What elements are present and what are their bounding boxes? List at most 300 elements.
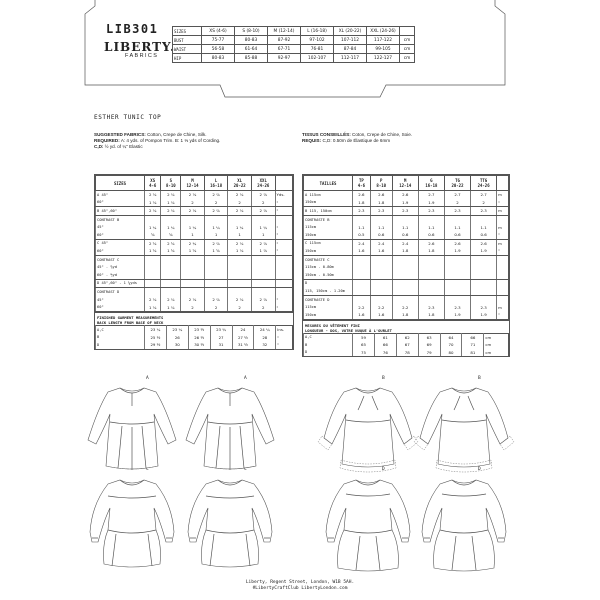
finished-cell: 30 xyxy=(166,341,188,349)
finished-row xyxy=(96,325,293,333)
size-chart-cell: XXL (24-26) xyxy=(367,27,400,36)
size-chart-cell: 97-102 xyxy=(301,36,334,45)
yardage-row xyxy=(304,223,509,231)
yardage-cell xyxy=(370,255,392,263)
yardage-cell: 0.6 xyxy=(370,231,392,239)
yardage-cell xyxy=(392,215,418,223)
yardage-cell: " xyxy=(275,199,292,207)
yardage-cell: 0.6 xyxy=(392,231,418,239)
yardage-cell xyxy=(444,295,470,303)
finished-title-fr: MESURES DU VÊTEMENT FINI xyxy=(305,322,360,328)
size-chart-cell: 92-97 xyxy=(268,54,301,63)
yardage-cell: 2 ⅞ xyxy=(251,239,275,247)
yardage-cell: 1 xyxy=(181,231,205,239)
yardage-cell: 2.3 xyxy=(444,207,470,216)
yardage-cell xyxy=(418,295,444,303)
finished-cell: 76 xyxy=(374,349,396,357)
yardage-cell xyxy=(275,288,292,296)
yardage-cell xyxy=(353,295,371,303)
yardage-cell: " xyxy=(275,223,292,231)
yardage-cell xyxy=(444,255,470,263)
yardage-row xyxy=(96,215,293,223)
yardage-cell: " xyxy=(275,296,292,304)
yardage-row-label: 45" xyxy=(96,296,145,304)
sketch-label: D xyxy=(382,467,385,472)
sketch-view-d-front xyxy=(326,480,410,571)
finished-row-label: A,C xyxy=(96,325,145,333)
yardage-cell: 2 xyxy=(181,303,205,311)
yardage-row-label: 60" xyxy=(96,303,145,311)
finished-row-label: A,C xyxy=(304,333,353,341)
yardage-cell: 2 ⅞ xyxy=(145,296,161,304)
yardage-cell xyxy=(353,279,371,287)
yardage-cell xyxy=(181,288,205,296)
finished-cell: 70 xyxy=(440,341,462,349)
size-chart-row xyxy=(173,54,415,63)
yardage-row xyxy=(304,247,509,255)
yardage-cell xyxy=(471,295,497,303)
yardage-header: P 8-10 xyxy=(370,176,392,191)
finished-row xyxy=(96,341,293,349)
sketch-view-b-front xyxy=(318,388,418,472)
yardage-cell: 2.3 xyxy=(353,207,371,216)
yardage-cell: 2.4 xyxy=(353,239,371,247)
size-chart-unit: cm xyxy=(400,54,415,63)
yardage-cell xyxy=(471,279,497,287)
size-chart-unit xyxy=(400,27,415,36)
size-chart-cell: 56-58 xyxy=(202,45,235,54)
yardage-cell: 2.3 xyxy=(471,207,497,216)
yardage-cell xyxy=(353,263,371,271)
yardage-row xyxy=(304,263,509,271)
yardage-cell xyxy=(497,255,509,263)
yardage-cell xyxy=(370,279,392,287)
yardage-row-label: 150cm xyxy=(304,231,353,239)
yardage-cell: 2.7 xyxy=(418,191,444,199)
yardage-row xyxy=(304,207,509,216)
yardage-cell: 2.2 xyxy=(392,303,418,311)
yardage-cell xyxy=(161,279,181,288)
yardage-row xyxy=(304,239,509,247)
yardage-row-label: 60" xyxy=(96,247,145,255)
size-chart-cell: 117-122 xyxy=(367,36,400,45)
yardage-cell xyxy=(497,215,509,223)
yardage-row-label: C 45" xyxy=(96,239,145,247)
yardage-cell: 1 ⅝ xyxy=(204,247,228,255)
finished-row-label: D xyxy=(96,341,145,349)
yardage-row xyxy=(96,199,293,207)
cd-label-en: C,D: xyxy=(94,144,104,149)
finished-cell: 26 xyxy=(166,334,188,342)
yardage-row-label: A 115cm xyxy=(304,191,353,199)
yardage-cell: 2.3 xyxy=(418,303,444,311)
yardage-cell: " xyxy=(275,207,292,216)
yardage-cell: 2 xyxy=(444,199,470,207)
size-chart-cell: 99-105 xyxy=(367,45,400,54)
yardage-header: G 16-18 xyxy=(418,176,444,191)
yardage-row xyxy=(96,288,293,296)
yardage-cell: 1.1 xyxy=(392,223,418,231)
yardage-cell: 1 ¼ xyxy=(251,223,275,231)
yardage-cell: 2.6 xyxy=(418,239,444,247)
yardage-cell xyxy=(370,295,392,303)
footer-address: Liberty, Regent Street, London, W1B 5AH. xyxy=(245,580,355,585)
yardage-header xyxy=(497,176,509,191)
yardage-cell: 2 xyxy=(251,199,275,207)
yardage-cell xyxy=(251,271,275,279)
finished-cell: 59 xyxy=(353,333,375,341)
yardage-cell: 2 xyxy=(228,303,252,311)
yardage-cell xyxy=(145,288,161,296)
yardage-cell: 2 xyxy=(228,199,252,207)
cd-value-en: ½ yd. of ¼" Elastic xyxy=(104,144,143,149)
sketch-label: C xyxy=(146,467,149,472)
yardage-cell: 1.1 xyxy=(370,223,392,231)
required-label-en: REQUIRED: xyxy=(94,138,120,143)
fabrics-info-en xyxy=(94,132,220,150)
finished-cell: cm xyxy=(484,333,509,341)
yardage-cell xyxy=(181,255,205,263)
yardage-cell: m xyxy=(497,191,509,199)
yardage-row-label: CONTRASTE C xyxy=(304,255,353,263)
yardage-cell xyxy=(204,271,228,279)
yardage-cell: 1.6 xyxy=(370,247,392,255)
yardage-cell: 1.8 xyxy=(418,247,444,255)
yardage-row-label: 150cm xyxy=(304,247,353,255)
sketch-view-a-back xyxy=(186,388,274,470)
yardage-cell xyxy=(392,255,418,263)
yardage-cell xyxy=(370,215,392,223)
yardage-cell: 2.2 xyxy=(370,303,392,311)
yardage-row-label: 115cm - 0.80m xyxy=(304,263,353,271)
yardage-header: TG 20-22 xyxy=(444,176,470,191)
size-chart-cell: 107-112 xyxy=(334,36,367,45)
finished-cell: 65 xyxy=(353,341,375,349)
finished-cell: cm xyxy=(484,341,509,349)
yardage-cell: 2 xyxy=(204,199,228,207)
yardage-cell xyxy=(392,271,418,279)
sketch-label: D xyxy=(478,467,481,472)
size-chart-cell: 87-92 xyxy=(268,36,301,45)
yardage-cell xyxy=(181,271,205,279)
yardage-cell: 1.1 xyxy=(471,223,497,231)
yardage-cell: " xyxy=(275,231,292,239)
yardage-row-label: 45" xyxy=(96,223,145,231)
yardage-cell xyxy=(392,263,418,271)
yardage-cell: 2.6 xyxy=(370,191,392,199)
suggested-label-fr: TISSUS CONSEILLÉS: xyxy=(302,132,351,137)
yardage-row xyxy=(96,247,293,255)
finished-cell: 32 xyxy=(254,341,276,349)
yardage-cell: 2 ⅞ xyxy=(228,207,252,216)
yardage-row xyxy=(304,303,509,311)
yardage-cell: 1.9 xyxy=(471,311,497,319)
footer-social: #LibertyCraftClub LibertyLondon.com xyxy=(252,586,348,591)
yardage-cell: 2.4 xyxy=(370,239,392,247)
yardage-row-label: 60" - ½yd xyxy=(96,271,145,279)
finished-row xyxy=(96,334,293,342)
yardage-cell xyxy=(228,271,252,279)
size-chart-row xyxy=(173,36,415,45)
yardage-cell xyxy=(497,287,509,295)
sketch-view-c-back xyxy=(188,480,272,567)
yardage-cell: 2 ⅞ xyxy=(228,296,252,304)
yardage-row-label: 115cm xyxy=(304,303,353,311)
yardage-cell: 2.6 xyxy=(444,239,470,247)
yardage-row xyxy=(96,255,293,263)
yardage-cell xyxy=(497,271,509,279)
yardage-cell: " xyxy=(497,199,509,207)
finished-cell: 75 xyxy=(353,349,375,357)
yardage-cell: m xyxy=(497,303,509,311)
yardage-cell: Yds. xyxy=(275,191,292,199)
yardage-cell xyxy=(251,279,275,288)
size-chart-row-label: WAIST xyxy=(173,45,202,54)
yardage-cell xyxy=(471,287,497,295)
size-chart-cell: M (12-14) xyxy=(268,27,301,36)
yardage-cell: 2 xyxy=(471,199,497,207)
size-chart xyxy=(172,26,415,63)
yardage-cell xyxy=(471,263,497,271)
finished-cell: 81 xyxy=(462,349,484,357)
yardage-cell: 1 ⅞ xyxy=(145,199,161,207)
yardage-cell: 2.7 xyxy=(471,191,497,199)
yardage-row xyxy=(304,199,509,207)
finished-cell: 66 xyxy=(374,341,396,349)
yardage-cell: 2 ¾ xyxy=(181,239,205,247)
size-chart-cell: 112-117 xyxy=(334,54,367,63)
yardage-row xyxy=(304,279,509,287)
yardage-row-label: CONTRAST D xyxy=(96,288,145,296)
yardage-cell: 2.3 xyxy=(418,207,444,216)
yardage-cell xyxy=(497,263,509,271)
sketch-label: A xyxy=(244,376,247,381)
yardage-cell xyxy=(444,215,470,223)
yardage-cell: 1.1 xyxy=(353,223,371,231)
yardage-cell: 1 ¼ xyxy=(161,223,181,231)
yardage-cell: 2.6 xyxy=(471,239,497,247)
yardage-row xyxy=(96,263,293,271)
yardage-cell xyxy=(353,215,371,223)
size-chart-cell: 80-83 xyxy=(235,36,268,45)
finished-cell: 69 xyxy=(418,341,440,349)
yardage-row-label: CONTRAST C xyxy=(96,255,145,263)
yardage-cell: 1 xyxy=(204,231,228,239)
yardage-cell xyxy=(418,215,444,223)
yardage-cell xyxy=(228,255,252,263)
yardage-cell xyxy=(161,263,181,271)
size-chart-row-label: HIP xyxy=(173,54,202,63)
yardage-cell: m xyxy=(497,207,509,216)
yardage-row xyxy=(96,231,293,239)
yardage-header: SIZES xyxy=(96,176,145,191)
yardage-cell: 2 ⅞ xyxy=(228,191,252,199)
yardage-cell xyxy=(161,255,181,263)
yardage-row xyxy=(304,215,509,223)
finished-cell: 63 xyxy=(418,333,440,341)
yardage-cell: 2 ⅞ xyxy=(228,239,252,247)
yardage-cell xyxy=(161,271,181,279)
garment-sketches xyxy=(80,376,530,591)
yardage-header: M 12-14 xyxy=(392,176,418,191)
yardage-cell: 2 ⅞ xyxy=(161,296,181,304)
yardage-cell: 2 ⅞ xyxy=(204,191,228,199)
brand-name: LIBERTY. xyxy=(104,40,176,54)
yardage-cell xyxy=(353,271,371,279)
size-chart-unit: cm xyxy=(400,45,415,54)
yardage-cell xyxy=(204,215,228,223)
size-chart-cell: 76-81 xyxy=(301,45,334,54)
yardage-cell: 2 xyxy=(204,303,228,311)
finished-cell: Ins. xyxy=(276,325,293,333)
finished-cell: 31 ½ xyxy=(232,341,254,349)
size-chart-cell: 80-83 xyxy=(202,54,235,63)
yardage-cell xyxy=(251,263,275,271)
finished-title-en: FINISHED GARMENT MEASUREMENTS xyxy=(97,314,164,320)
yardage-cell xyxy=(161,288,181,296)
yardage-cell: " xyxy=(497,311,509,319)
yardage-row-label: CONTRAST B xyxy=(96,215,145,223)
sketch-label: C xyxy=(244,467,247,472)
yardage-cell: 2 ⅞ xyxy=(181,296,205,304)
yardage-cell xyxy=(370,271,392,279)
yardage-cell: " xyxy=(497,247,509,255)
size-chart-unit: cm xyxy=(400,36,415,45)
yardage-cell: 1.8 xyxy=(392,247,418,255)
yardage-cell: 1.9 xyxy=(471,247,497,255)
yardage-cell xyxy=(181,215,205,223)
yardage-cell xyxy=(370,287,392,295)
yardage-row-label: 60" xyxy=(96,231,145,239)
yardage-row-label: D 45",60" - 1 ¼yds xyxy=(96,279,145,288)
yardage-cell xyxy=(145,263,161,271)
yardage-cell xyxy=(444,263,470,271)
yardage-row-label: D xyxy=(304,279,353,287)
yardage-cell: 1.8 xyxy=(392,311,418,319)
yardage-row xyxy=(96,271,293,279)
yardage-cell xyxy=(181,279,205,288)
yardage-cell: 1 ⅝ xyxy=(181,247,205,255)
yardage-cell: m xyxy=(497,239,509,247)
yardage-cell xyxy=(471,255,497,263)
yardage-cell: 0.6 xyxy=(471,231,497,239)
yardage-cell xyxy=(145,215,161,223)
pattern-code: LIB301 xyxy=(106,22,159,36)
yardage-cell xyxy=(418,263,444,271)
finished-cell: 23 ¾ xyxy=(210,325,232,333)
yardage-cell: 1 ⅝ xyxy=(161,247,181,255)
yardage-row xyxy=(304,287,509,295)
yardage-cell xyxy=(353,255,371,263)
size-chart-cell: S (8-10) xyxy=(235,27,268,36)
finished-cell: 26 ½ xyxy=(188,334,210,342)
sketch-view-a-front xyxy=(88,388,176,470)
finished-cell: 24 xyxy=(232,325,254,333)
yardage-cell: 1.6 xyxy=(370,311,392,319)
size-chart-cell: XS (4-6) xyxy=(202,27,235,36)
yardage-cell xyxy=(275,271,292,279)
yardage-cell: 2 ⅞ xyxy=(204,296,228,304)
yardage-cell: 2 ⅞ xyxy=(161,207,181,216)
fabrics-info-fr xyxy=(302,132,412,144)
yardage-cell: 2.3 xyxy=(471,303,497,311)
finished-cell: 23 ½ xyxy=(188,325,210,333)
suggested-value-fr: Coton, Crepe de Chine, Soie. xyxy=(352,132,413,137)
yardage-cell: 2.4 xyxy=(392,239,418,247)
yardage-row-label: 115, 150cm - 1.20m xyxy=(304,287,353,295)
size-chart-table xyxy=(172,26,415,63)
yardage-cell: 2 ⅞ xyxy=(145,207,161,216)
finished-cell: 66 xyxy=(462,333,484,341)
yardage-cell: 1.9 xyxy=(444,247,470,255)
yardage-cell xyxy=(228,263,252,271)
suggested-label-en: SUGGESTED FABRICS: xyxy=(94,132,146,137)
yardage-cell: " xyxy=(275,303,292,311)
yardage-cell: 2 ⅝ xyxy=(161,239,181,247)
yardage-header: XS 4-6 xyxy=(145,176,161,191)
sketch-view-c-front xyxy=(90,480,174,567)
yardage-cell xyxy=(251,255,275,263)
yardage-row xyxy=(96,279,293,288)
yardage-header: XXL 24-26 xyxy=(251,176,275,191)
yardage-cell: 2.2 xyxy=(353,303,371,311)
sketch-label: B xyxy=(478,376,481,381)
yardage-cell: 2 ⅞ xyxy=(204,207,228,216)
yardage-cell: 1 xyxy=(251,231,275,239)
finished-row xyxy=(304,333,509,341)
finished-cell: 28 xyxy=(254,334,276,342)
yardage-row xyxy=(96,239,293,247)
yardage-row xyxy=(96,223,293,231)
liberty-logo xyxy=(104,40,175,59)
finished-row-label: B xyxy=(304,341,353,349)
yardage-cell xyxy=(204,279,228,288)
yardage-row xyxy=(96,296,293,304)
yardage-header: XL 20-22 xyxy=(228,176,252,191)
yardage-cell: 1 xyxy=(228,231,252,239)
yardage-cell: 1 ⅞ xyxy=(161,303,181,311)
yardage-cell: 1.9 xyxy=(418,199,444,207)
size-chart-cell: 67-71 xyxy=(268,45,301,54)
finished-cell: cm xyxy=(484,349,509,357)
yardage-cell xyxy=(275,255,292,263)
yardage-row xyxy=(304,231,509,239)
size-chart-cell: L (16-18) xyxy=(301,27,334,36)
yardage-cell: 2 ⅞ xyxy=(204,239,228,247)
finished-sub-fr: LONGUEUR - DOS, VOTRE NUQUE À L'OURLET xyxy=(305,327,392,333)
yardage-cell: 1.8 xyxy=(370,199,392,207)
yardage-row-label: 150cm xyxy=(304,199,353,207)
yardage-cell: 1.6 xyxy=(353,311,371,319)
finished-cell: 71 xyxy=(462,341,484,349)
yardage-cell xyxy=(471,271,497,279)
required-label-fr: REQUIS: xyxy=(302,138,322,143)
size-chart-cell: XL (20-22) xyxy=(334,27,367,36)
finished-cell: 23 ¼ xyxy=(166,325,188,333)
yardage-row-label: 115cm xyxy=(304,223,353,231)
required-value-fr: C,D: 0.50m de Élastique de 6mm xyxy=(322,138,391,143)
yardage-cell: 1.6 xyxy=(353,247,371,255)
yardage-cell xyxy=(275,279,292,288)
pattern-title: ESTHER TUNIC TOP xyxy=(94,114,162,121)
finished-cell: 27 ½ xyxy=(232,334,254,342)
yardage-row xyxy=(304,295,509,303)
yardage-header: M 12-14 xyxy=(181,176,205,191)
yardage-row xyxy=(96,303,293,311)
yardage-cell xyxy=(145,271,161,279)
yardage-row-label: B 45",60" xyxy=(96,207,145,216)
finished-cell: 62 xyxy=(396,333,418,341)
